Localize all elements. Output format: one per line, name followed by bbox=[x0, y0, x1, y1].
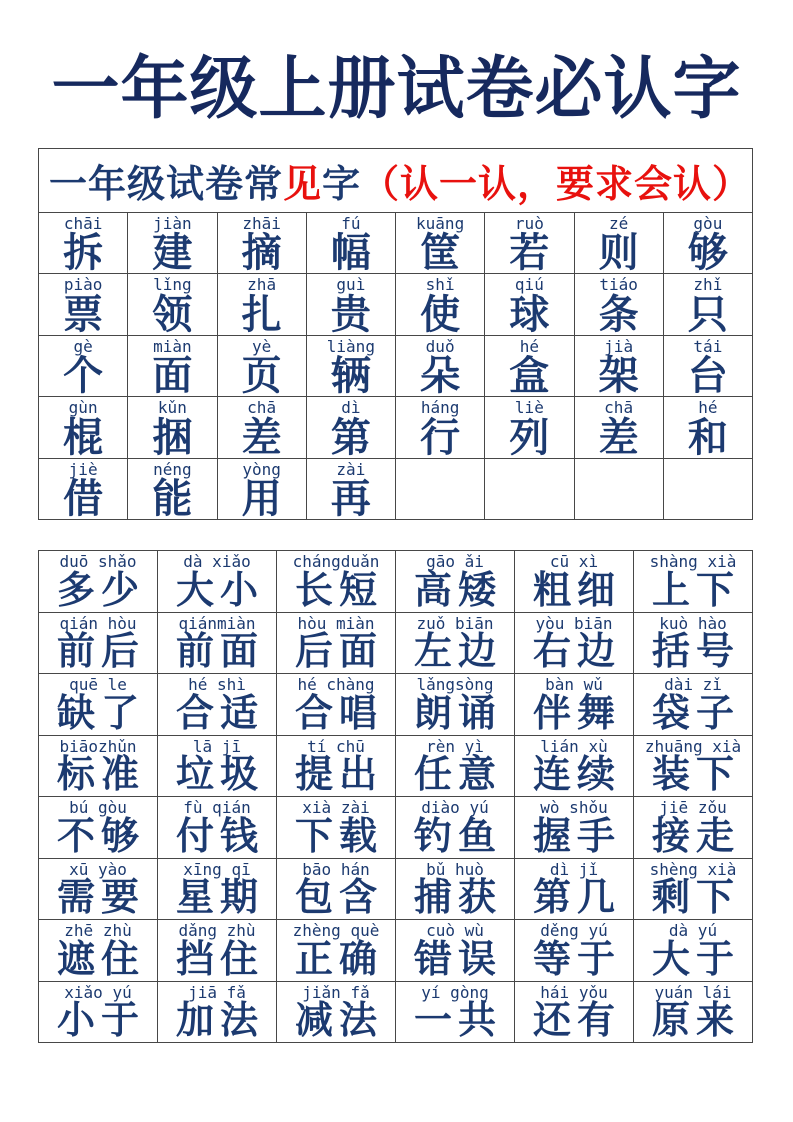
word-cell bbox=[396, 612, 515, 674]
hanzi-label: 包含 bbox=[294, 877, 383, 920]
word-cell bbox=[39, 735, 158, 797]
hanzi-label: 前后 bbox=[56, 631, 145, 674]
hanzi-label: 多少 bbox=[56, 569, 145, 612]
character-cell bbox=[663, 397, 752, 459]
character-cell bbox=[396, 397, 485, 459]
word-cell bbox=[158, 981, 277, 1043]
hanzi-label: 贵 bbox=[330, 292, 371, 337]
word-cell bbox=[634, 674, 753, 736]
hanzi-label: 筐 bbox=[420, 231, 461, 276]
hanzi-label: 第 bbox=[330, 415, 371, 460]
word-cell bbox=[634, 551, 753, 613]
table-row bbox=[39, 735, 753, 797]
pinyin-label: zuǒ biān bbox=[416, 613, 494, 633]
pinyin-label: yí gòng bbox=[421, 982, 489, 1002]
character-cell bbox=[217, 274, 306, 336]
pinyin-label: zài bbox=[336, 459, 366, 479]
word-cell bbox=[515, 858, 634, 920]
pinyin-label: tí chū bbox=[307, 736, 365, 756]
pinyin-label: hé bbox=[698, 398, 718, 418]
pinyin-label: bú gòu bbox=[69, 798, 127, 818]
word-cell bbox=[515, 797, 634, 859]
word-cell bbox=[396, 551, 515, 613]
pinyin-label: gùn bbox=[68, 398, 98, 418]
hanzi-label: 则 bbox=[598, 231, 639, 276]
word-cell bbox=[277, 612, 396, 674]
character-cell bbox=[485, 274, 574, 336]
common-characters-section bbox=[38, 148, 753, 521]
word-cell bbox=[39, 920, 158, 982]
pinyin-label: háng bbox=[420, 398, 460, 418]
hanzi-label: 差 bbox=[598, 415, 639, 460]
hanzi-label: 连续 bbox=[532, 754, 621, 797]
hanzi-label: 朗诵 bbox=[413, 692, 502, 735]
pinyin-label: chā bbox=[604, 398, 634, 418]
hanzi-label: 任意 bbox=[413, 754, 502, 797]
pinyin-label: tiáo bbox=[599, 275, 638, 295]
hanzi-label: 下载 bbox=[294, 815, 383, 858]
pinyin-label: cuò wù bbox=[426, 921, 484, 941]
hanzi-label: 原来 bbox=[651, 1000, 740, 1043]
pinyin-label bbox=[485, 459, 573, 479]
pinyin-label: dǎng zhù bbox=[178, 921, 256, 941]
hanzi-label: 握手 bbox=[532, 815, 621, 858]
character-cell bbox=[128, 397, 217, 459]
hanzi-label: 不够 bbox=[56, 815, 145, 858]
pinyin-label: quē le bbox=[69, 675, 127, 695]
hanzi-label: 右边 bbox=[532, 631, 621, 674]
word-cell bbox=[39, 797, 158, 859]
character-cell bbox=[485, 335, 574, 397]
character-cell bbox=[396, 274, 485, 336]
character-cell bbox=[39, 458, 128, 520]
character-cell bbox=[306, 397, 395, 459]
word-cell bbox=[158, 551, 277, 613]
word-cell bbox=[158, 674, 277, 736]
word-cell bbox=[515, 735, 634, 797]
pinyin-label: zhuāng xià bbox=[644, 736, 742, 756]
word-cell bbox=[158, 858, 277, 920]
pinyin-label: shèng xià bbox=[649, 859, 737, 879]
hanzi-label: 减法 bbox=[294, 1000, 383, 1043]
hanzi-label: 小于 bbox=[56, 1000, 145, 1043]
word-cell bbox=[277, 674, 396, 736]
word-cell bbox=[277, 920, 396, 982]
pinyin-label: shàng xià bbox=[649, 552, 737, 572]
word-cell bbox=[634, 735, 753, 797]
character-cell bbox=[128, 212, 217, 274]
hanzi-label: 若 bbox=[509, 231, 550, 276]
section-header bbox=[38, 148, 753, 212]
table-row bbox=[39, 212, 753, 274]
word-cell bbox=[158, 612, 277, 674]
hanzi-label: 后面 bbox=[294, 631, 383, 674]
pinyin-label: liè bbox=[514, 398, 544, 418]
character-cell bbox=[306, 458, 395, 520]
section-header-text: 字 bbox=[322, 163, 362, 206]
pinyin-label: gāo ǎi bbox=[426, 552, 484, 572]
table-row bbox=[39, 797, 753, 859]
hanzi-label: 大小 bbox=[175, 569, 264, 612]
word-cell bbox=[515, 981, 634, 1043]
hanzi-label: 上下 bbox=[651, 569, 740, 612]
table-row bbox=[39, 981, 753, 1043]
hanzi-label: 袋子 bbox=[651, 692, 740, 735]
word-cell bbox=[39, 674, 158, 736]
hanzi-label: 装下 bbox=[651, 754, 740, 797]
pinyin-label: qián hòu bbox=[59, 613, 137, 633]
word-cell bbox=[634, 981, 753, 1043]
word-cell bbox=[158, 797, 277, 859]
hanzi-label: 标准 bbox=[56, 754, 145, 797]
word-cell bbox=[39, 858, 158, 920]
pinyin-label: lǎngsòng bbox=[416, 675, 494, 695]
section-header-note: （认一认，要求会认） bbox=[361, 163, 752, 206]
pinyin-label: yòu biān bbox=[535, 613, 613, 633]
character-cell bbox=[485, 212, 574, 274]
pinyin-label: gè bbox=[73, 336, 93, 356]
character-cell bbox=[217, 335, 306, 397]
table-row bbox=[39, 612, 753, 674]
pinyin-label: hé chàng bbox=[297, 675, 375, 695]
pinyin-label bbox=[575, 459, 663, 479]
pinyin-label: xiǎo yú bbox=[64, 982, 132, 1002]
pinyin-label: hé bbox=[519, 336, 539, 356]
table-row bbox=[39, 920, 753, 982]
pinyin-label: xià zài bbox=[302, 798, 370, 818]
hanzi-label: 盒 bbox=[509, 354, 550, 399]
character-cell bbox=[39, 274, 128, 336]
hanzi-label: 挡住 bbox=[175, 938, 264, 981]
hanzi-label: 高矮 bbox=[413, 569, 502, 612]
hanzi-label: 架 bbox=[598, 354, 639, 399]
hanzi-label: 第几 bbox=[532, 877, 621, 920]
word-pair-table-body bbox=[39, 551, 753, 1043]
hanzi-label: 建 bbox=[152, 231, 193, 276]
word-cell bbox=[634, 797, 753, 859]
character-cell bbox=[39, 212, 128, 274]
hanzi-label: 钓鱼 bbox=[413, 815, 502, 858]
hanzi-label: 加法 bbox=[175, 1000, 264, 1043]
pinyin-label: qiánmiàn bbox=[178, 613, 256, 633]
pinyin-label: lā jī bbox=[192, 736, 242, 756]
pinyin-label: bàn wǔ bbox=[545, 675, 603, 695]
word-cell bbox=[396, 981, 515, 1043]
pinyin-label: jiā fǎ bbox=[188, 982, 246, 1002]
character-cell bbox=[396, 212, 485, 274]
pinyin-label: chángduǎn bbox=[292, 552, 380, 572]
pinyin-label: kǔn bbox=[157, 398, 187, 418]
character-cell bbox=[663, 335, 752, 397]
page-title: 一年级上册试卷必认字 bbox=[51, 51, 742, 127]
pinyin-label: dì jǐ bbox=[549, 859, 599, 879]
hanzi-label: 星期 bbox=[175, 877, 264, 920]
single-character-table-body bbox=[39, 212, 753, 520]
hanzi-label: 遮住 bbox=[56, 938, 145, 981]
character-cell bbox=[574, 335, 663, 397]
word-cell bbox=[158, 735, 277, 797]
character-cell bbox=[485, 397, 574, 459]
word-cell bbox=[39, 981, 158, 1043]
character-cell bbox=[663, 212, 752, 274]
pinyin-label: hái yǒu bbox=[540, 982, 608, 1002]
table-row bbox=[39, 335, 753, 397]
word-cell bbox=[277, 551, 396, 613]
pinyin-label: kuò hào bbox=[659, 613, 727, 633]
pinyin-label: jià bbox=[604, 336, 634, 356]
hanzi-label: 等于 bbox=[532, 938, 621, 981]
hanzi-label: 差 bbox=[241, 415, 282, 460]
pinyin-label: néng bbox=[153, 459, 192, 479]
table-row bbox=[39, 458, 753, 520]
pinyin-label: fú bbox=[341, 213, 361, 233]
hanzi-label: 行 bbox=[420, 415, 461, 460]
hanzi-label: 摘 bbox=[241, 231, 282, 276]
hanzi-label: 一共 bbox=[413, 1000, 502, 1043]
pinyin-label: lián xù bbox=[540, 736, 608, 756]
pinyin-label: bǔ huò bbox=[426, 859, 484, 879]
hanzi-label: 朵 bbox=[420, 354, 461, 399]
pinyin-label: hé shì bbox=[188, 675, 246, 695]
hanzi-label: 捆 bbox=[152, 415, 193, 460]
pinyin-label bbox=[396, 459, 484, 479]
hanzi-label: 够 bbox=[687, 231, 728, 276]
hanzi-label: 面 bbox=[152, 354, 193, 399]
word-cell bbox=[396, 797, 515, 859]
character-cell bbox=[217, 458, 306, 520]
character-cell bbox=[574, 458, 663, 520]
word-cell bbox=[396, 920, 515, 982]
word-cell bbox=[158, 920, 277, 982]
character-cell bbox=[396, 335, 485, 397]
character-cell bbox=[663, 458, 752, 520]
hanzi-label: 大于 bbox=[651, 938, 740, 981]
pinyin-label: zhèng què bbox=[292, 921, 380, 941]
character-cell bbox=[128, 335, 217, 397]
character-cell bbox=[485, 458, 574, 520]
hanzi-label: 棍 bbox=[63, 415, 104, 460]
hanzi-label: 扎 bbox=[241, 292, 282, 337]
pinyin-label: bāo hán bbox=[302, 859, 370, 879]
pinyin-label: hòu miàn bbox=[297, 613, 375, 633]
character-cell bbox=[574, 212, 663, 274]
hanzi-label: 垃圾 bbox=[175, 754, 264, 797]
pinyin-label: chā bbox=[247, 398, 277, 418]
hanzi-label: 缺了 bbox=[56, 692, 145, 735]
pinyin-label: zé bbox=[608, 213, 629, 233]
character-cell bbox=[663, 274, 752, 336]
hanzi-label: 台 bbox=[687, 354, 728, 399]
section-header-highlight: 见 bbox=[283, 163, 323, 206]
character-cell bbox=[217, 397, 306, 459]
hanzi-label: 接走 bbox=[651, 815, 740, 858]
word-pair-table bbox=[38, 550, 753, 1043]
hanzi-label: 合唱 bbox=[294, 692, 383, 735]
hanzi-label: 用 bbox=[241, 477, 282, 522]
character-cell bbox=[217, 212, 306, 274]
pinyin-label: yòng bbox=[242, 459, 281, 479]
hanzi-label: 条 bbox=[598, 292, 639, 337]
hanzi-label: 括号 bbox=[651, 631, 740, 674]
hanzi-label: 借 bbox=[63, 477, 104, 522]
pinyin-label: lǐng bbox=[153, 275, 192, 295]
hanzi-label: 合适 bbox=[175, 692, 264, 735]
hanzi-label: 付钱 bbox=[175, 815, 264, 858]
pinyin-label: zhā bbox=[247, 275, 277, 295]
hanzi-label: 左边 bbox=[413, 631, 502, 674]
character-cell bbox=[39, 397, 128, 459]
character-cell bbox=[574, 274, 663, 336]
table-row bbox=[39, 551, 753, 613]
pinyin-label: liàng bbox=[326, 336, 375, 356]
table-row bbox=[39, 274, 753, 336]
pinyin-label: qiú bbox=[514, 275, 544, 295]
pinyin-label: dì bbox=[341, 398, 361, 418]
hanzi-label: 辆 bbox=[330, 354, 371, 399]
word-cell bbox=[39, 551, 158, 613]
hanzi-label: 粗细 bbox=[532, 569, 621, 612]
pinyin-label: cū xì bbox=[549, 552, 599, 572]
pinyin-label: xū yào bbox=[69, 859, 127, 879]
table-row bbox=[39, 397, 753, 459]
hanzi-label: 正确 bbox=[294, 938, 383, 981]
character-cell bbox=[39, 335, 128, 397]
hanzi-label: 还有 bbox=[532, 1000, 621, 1043]
pinyin-label: dà xiǎo bbox=[183, 552, 251, 572]
pinyin-label: shǐ bbox=[425, 275, 455, 295]
pinyin-label: diào yú bbox=[421, 798, 489, 818]
word-cell bbox=[39, 612, 158, 674]
pinyin-label: guì bbox=[336, 275, 366, 295]
word-cell bbox=[515, 551, 634, 613]
hanzi-label: 伴舞 bbox=[532, 692, 621, 735]
hanzi-label: 提出 bbox=[294, 754, 383, 797]
character-cell bbox=[128, 274, 217, 336]
word-cell bbox=[277, 858, 396, 920]
character-cell bbox=[306, 274, 395, 336]
single-character-table bbox=[38, 212, 753, 521]
pinyin-label: kuāng bbox=[416, 213, 465, 233]
pinyin-label bbox=[664, 459, 752, 479]
character-cell bbox=[128, 458, 217, 520]
hanzi-label: 页 bbox=[241, 354, 282, 399]
pinyin-label: jiē zǒu bbox=[659, 798, 727, 818]
word-cell bbox=[277, 797, 396, 859]
hanzi-label: 能 bbox=[152, 477, 193, 522]
hanzi-label: 和 bbox=[687, 415, 728, 460]
hanzi-label: 使 bbox=[420, 292, 461, 337]
pinyin-label: wò shǒu bbox=[540, 798, 608, 818]
word-cell bbox=[634, 612, 753, 674]
word-cell bbox=[277, 981, 396, 1043]
pinyin-label: rèn yì bbox=[426, 736, 484, 756]
section-header-text: 一年级试卷常 bbox=[49, 163, 284, 206]
word-cell bbox=[396, 735, 515, 797]
character-cell bbox=[306, 212, 395, 274]
hanzi-label: 球 bbox=[509, 292, 550, 337]
pinyin-label: tái bbox=[693, 336, 723, 356]
word-cell bbox=[515, 920, 634, 982]
pinyin-label: xīng qī bbox=[183, 859, 251, 879]
character-cell bbox=[306, 335, 395, 397]
hanzi-label: 再 bbox=[330, 477, 371, 522]
pinyin-label: biāozhǔn bbox=[59, 736, 137, 756]
hanzi-label: 列 bbox=[509, 415, 550, 460]
hanzi-label: 个 bbox=[63, 354, 104, 399]
table-row bbox=[39, 674, 753, 736]
hanzi-label: 幅 bbox=[330, 231, 371, 276]
hanzi-label: 剩下 bbox=[651, 877, 740, 920]
character-cell bbox=[574, 397, 663, 459]
pinyin-label: duǒ bbox=[425, 336, 455, 356]
pinyin-label: chāi bbox=[63, 213, 103, 233]
word-cell bbox=[277, 735, 396, 797]
hanzi-label: 拆 bbox=[63, 231, 104, 276]
pinyin-label: jiàn bbox=[153, 213, 192, 233]
hanzi-label: 错误 bbox=[413, 938, 502, 981]
table-row bbox=[39, 858, 753, 920]
word-cell bbox=[634, 920, 753, 982]
word-cell bbox=[396, 674, 515, 736]
pinyin-label: jiè bbox=[68, 459, 98, 479]
hanzi-label: 需要 bbox=[56, 877, 145, 920]
word-cell bbox=[515, 674, 634, 736]
pinyin-label: yuán lái bbox=[654, 982, 732, 1002]
pinyin-label: duō shǎo bbox=[59, 552, 137, 572]
hanzi-label: 只 bbox=[687, 292, 728, 337]
character-cell bbox=[396, 458, 485, 520]
hanzi-label: 票 bbox=[63, 292, 104, 337]
pinyin-label: zhē zhù bbox=[64, 921, 132, 941]
word-cell bbox=[396, 858, 515, 920]
pinyin-label: yè bbox=[251, 336, 272, 356]
hanzi-label: 领 bbox=[152, 292, 193, 337]
word-cell bbox=[515, 612, 634, 674]
hanzi-label: 捕获 bbox=[413, 877, 502, 920]
pinyin-label: dà yú bbox=[668, 921, 718, 941]
pinyin-label: děng yú bbox=[540, 921, 608, 941]
pinyin-label: zhǐ bbox=[693, 275, 723, 295]
pinyin-label: gòu bbox=[693, 213, 723, 233]
hanzi-label: 前面 bbox=[175, 631, 264, 674]
pinyin-label: miàn bbox=[153, 336, 192, 356]
pinyin-label: ruò bbox=[514, 213, 544, 233]
pinyin-label: fù qián bbox=[183, 798, 251, 818]
pinyin-label: jiǎn fǎ bbox=[302, 982, 370, 1002]
pinyin-label: zhāi bbox=[242, 213, 281, 233]
pinyin-label: piào bbox=[63, 275, 103, 295]
word-cell bbox=[634, 858, 753, 920]
pinyin-label: dài zǐ bbox=[664, 675, 722, 695]
hanzi-label: 长短 bbox=[294, 569, 383, 612]
